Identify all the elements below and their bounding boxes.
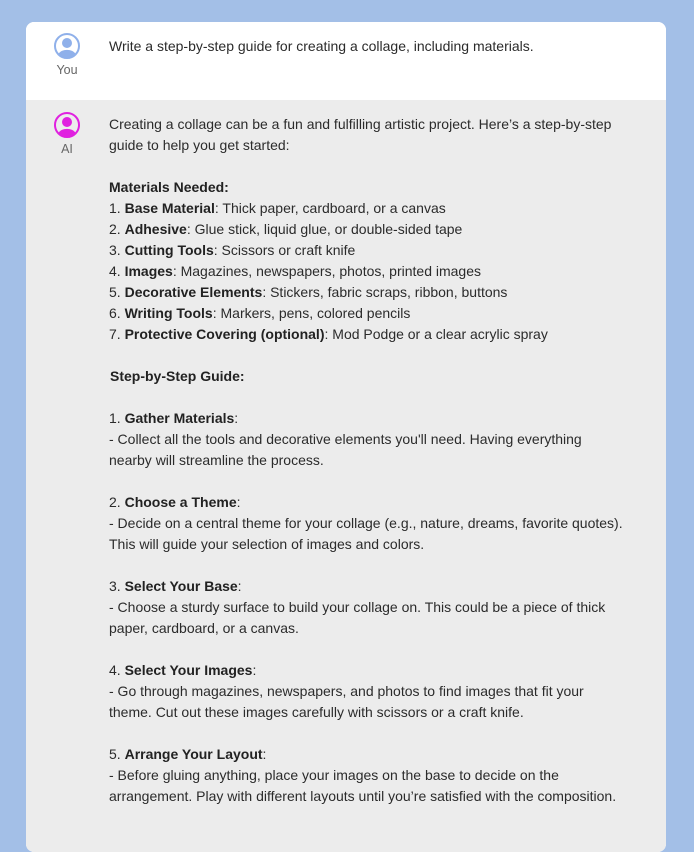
step-2: 2. Choose a Theme: - Decide on a central theme for your collage (e.g., nature, dreams, favorite quotes). This will guide your selection of images and colors. [109,494,623,552]
intro-line: Creating a collage can be a fun and fulfilling artistic project. Here’s a step-by-step [109,116,612,132]
materials-list [109,198,630,345]
step-4: 4. Select Your Images: - Go through magazines, newspapers, and photos to find images that fit your theme. Cut out these images carefully with scissors or a craft knife. [109,662,584,720]
user-message-text: Write a step-by-step guide for creating a collage, including materials. [109,38,534,54]
step-1: 1. Gather Materials: - Collect all the tools and decorative elements you'll need. Having everything nearby will streamline the process. [109,410,582,468]
list-item: 6. Writing Tools: Markers, pens, colored pencils [109,305,411,321]
step-5: 5. Arrange Your Layout: - Before gluing anything, place your images on the base to decide on the arrangement. Play with different layouts until you’re satisfied with the composition. [109,746,617,804]
user-avatar-icon [54,33,80,59]
ai-message-text [109,114,630,807]
user-role-label: You [56,63,78,77]
guide-heading: Step-by-Step Guide: [110,368,245,384]
list-item: 4. Images: Magazines, newspapers, photos, printed images [109,263,481,279]
list-item: 2. Adhesive: Glue stick, liquid glue, or double-sided tape [109,221,463,237]
materials-heading: Materials Needed: [109,179,229,195]
intro-line: guide to help you get started: [109,137,290,153]
ai-message [26,100,666,852]
chat-panel [26,22,666,852]
list-item: 3. Cutting Tools: Scissors or craft knife [109,242,356,258]
list-item: 7. Protective Covering (optional): Mod Podge or a clear acrylic spray [109,326,548,342]
list-item: 5. Decorative Elements: Stickers, fabric scraps, ribbon, buttons [109,284,508,300]
ai-avatar-icon [54,112,80,138]
step-3: 3. Select Your Base: - Choose a sturdy surface to build your collage on. This could be a piece of thick paper, cardboard, or a canvas. [109,578,606,636]
user-avatar-column [26,33,108,77]
list-item: 1. Base Material: Thick paper, cardboard, or a canvas [109,200,446,216]
ai-avatar-column [26,112,108,156]
user-message [26,22,666,100]
ai-role-label: AI [61,142,73,156]
